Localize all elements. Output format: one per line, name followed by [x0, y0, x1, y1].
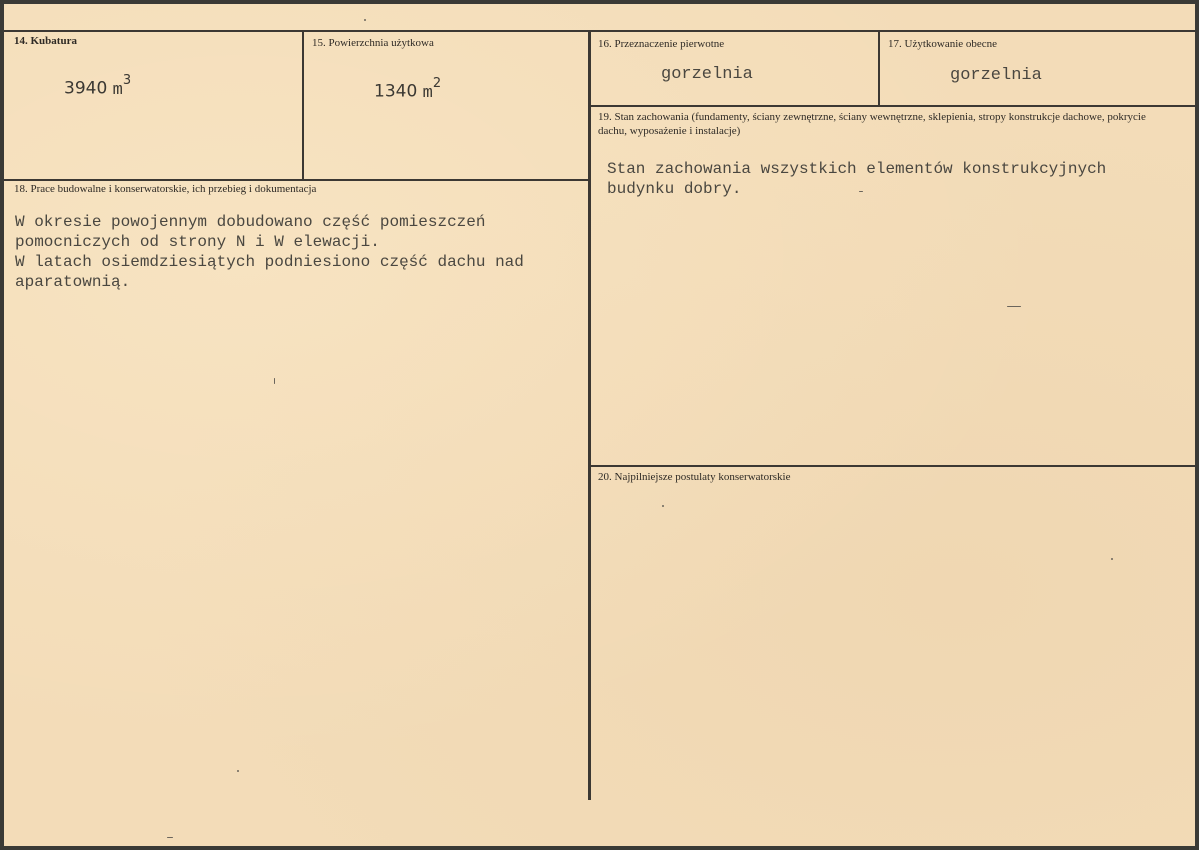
field-14-label: 14. Kubatura [14, 35, 77, 47]
field-18-label: 18. Prace budowalne i konserwatorskie, ich przebieg i dokumentacja [14, 183, 317, 195]
rule-above-19 [590, 105, 1195, 107]
rule-above-18 [4, 179, 590, 181]
field-16-label: 16. Przeznaczenie pierwotne [598, 38, 725, 50]
field-14-unit: $m^3$ [112, 73, 132, 100]
field-18-text: W okresie powojennym dobudowano część pomieszczeń pomocniczych od strony N i W elewacji. W latach osiemdziesiątych podniesiono część dachu nad aparatownią. [15, 213, 524, 291]
paper-speck [167, 837, 173, 838]
paper-speck [662, 505, 664, 507]
field-15-label: 15. Powierzchnia użytkowa [312, 37, 434, 49]
divider-14-15 [302, 32, 304, 180]
field-15-exponent: 2 [432, 76, 442, 91]
divider-left-right [588, 32, 591, 800]
field-14-exponent: 3 [122, 73, 132, 88]
field-19-text: Stan zachowania wszystkich elementów konstrukcyjnych budynku dobry. [607, 160, 1107, 198]
field-19-label: 19. Stan zachowania (fundamenty, ściany zewnętrzne, ściany wewnętrzne, sklepienia, stropy konstrukcje dachowe, pokrycie dachu, wyposażenie i instalacje) [598, 111, 1146, 137]
field-17-label: 17. Użytkowanie obecne [888, 38, 998, 50]
top-border-line [4, 30, 1195, 32]
field-15-value [374, 76, 442, 103]
paper-speck [1007, 306, 1021, 307]
field-20-label: 20. Najpilniejsze postulaty konserwatorskie [598, 471, 791, 483]
divider-16-17 [878, 32, 880, 106]
field-15-unit: $m^2$ [422, 76, 442, 103]
field-17-value: gorzelnia [950, 66, 1042, 85]
paper-speck [274, 378, 275, 384]
field-14-number: 3940 [64, 78, 108, 99]
field-14-value [64, 73, 132, 100]
field-15-number: 1340 [374, 81, 418, 102]
paper-speck [237, 770, 239, 772]
field-16-value: gorzelnia [661, 65, 753, 84]
paper-speck [1111, 558, 1113, 560]
record-card [4, 4, 1195, 846]
paper-speck [364, 19, 366, 21]
paper-speck [859, 191, 863, 192]
rule-above-20 [590, 465, 1195, 467]
